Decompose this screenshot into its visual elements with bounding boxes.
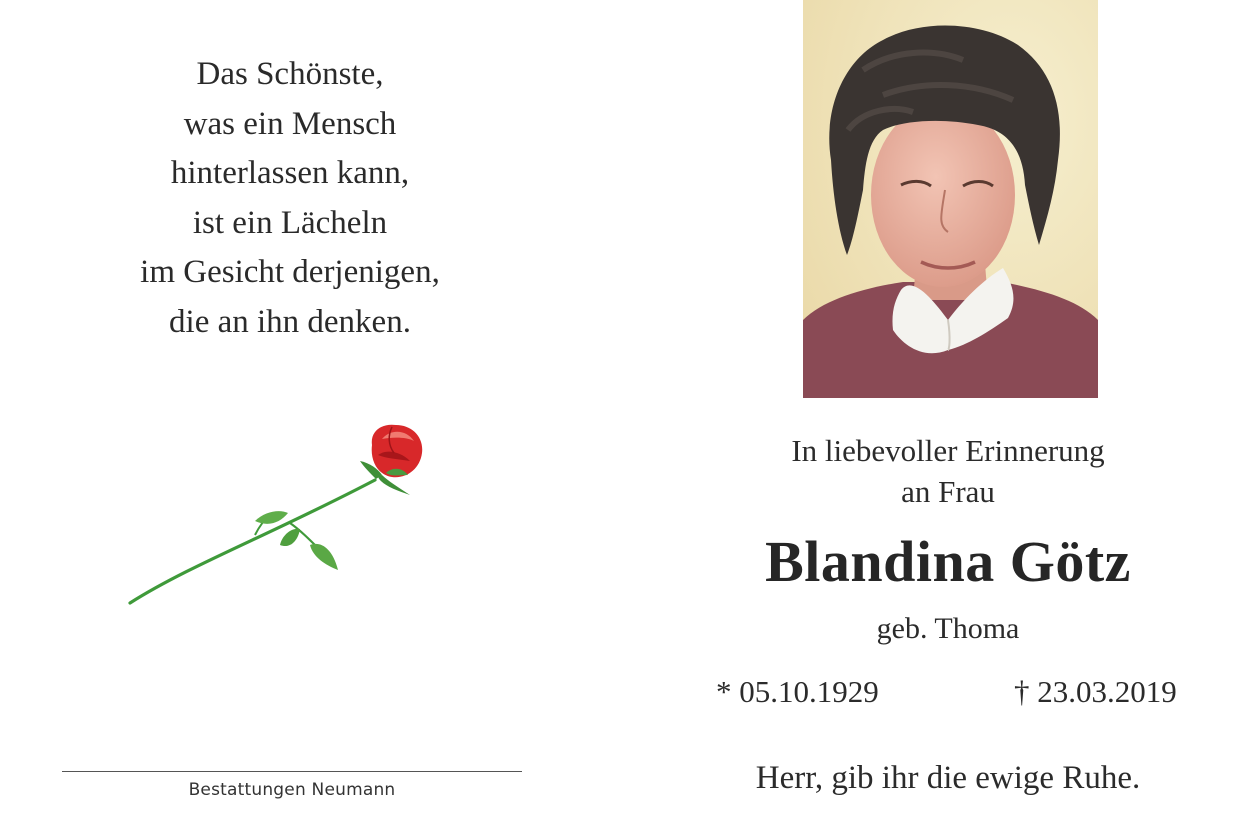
poem-line: was ein Mensch [183, 105, 397, 142]
poem-line: Das Schönste, [196, 56, 384, 92]
poem [60, 50, 520, 347]
deceased-name: Blandina Götz [765, 529, 1131, 594]
poem-line: die an ihn denken. [169, 303, 411, 340]
rose-illustration [120, 415, 440, 615]
footer-divider [62, 771, 522, 772]
portrait-photo [803, 0, 1098, 398]
birth-date: * 05.10.1929 [716, 674, 879, 709]
rose-sepal [378, 475, 410, 495]
prayer-line: Herr, gib ihr die ewige Ruhe. [755, 760, 1141, 796]
leaf [255, 511, 288, 524]
maiden-name: geb. Thoma [876, 612, 1020, 645]
intro-line-1: In liebevoller Erinnerung [791, 433, 1105, 468]
leaf [280, 529, 300, 546]
poem-line: hinterlassen kann, [170, 155, 410, 191]
death-date: † 23.03.2019 [1014, 674, 1177, 709]
leaf [310, 544, 338, 570]
poem-line: im Gesicht derjenigen, [140, 254, 440, 290]
intro-line-2: an Frau [901, 474, 995, 509]
undertaker-name: Bestattungen Neumann [188, 780, 396, 800]
rose-stem [130, 480, 375, 603]
poem-line: ist ein Lächeln [192, 204, 388, 241]
face [871, 103, 1015, 287]
